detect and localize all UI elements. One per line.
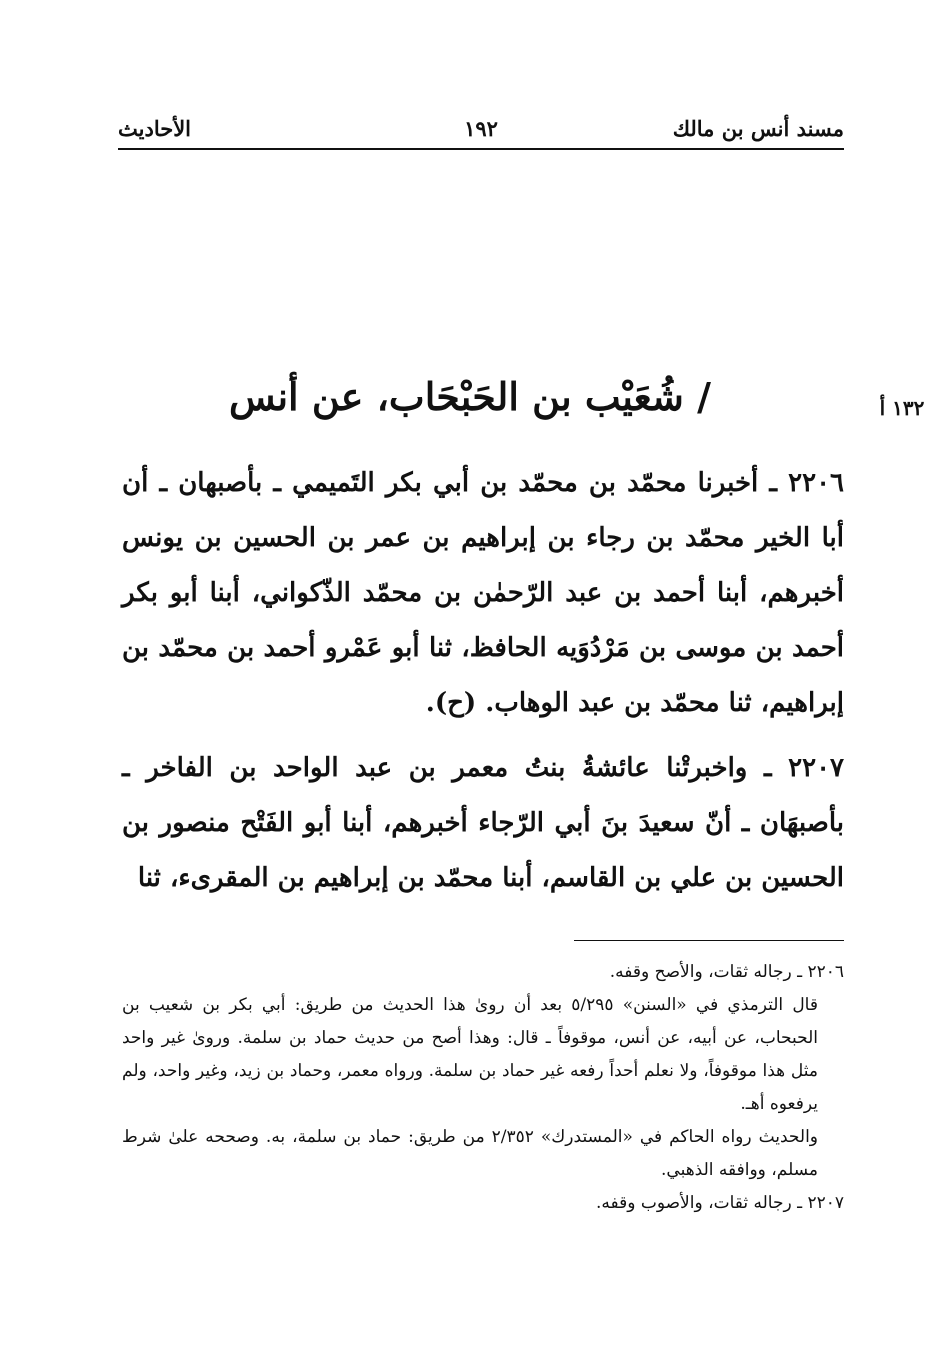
hadith-2207: ٢٢٠٧ ـ واخبرتْنا عائشةُ بنتُ معمر بن عبد الواحد بن الفاخر ـ بأصبهَان ـ أنّ سعيدَ بنَ أبي الرّجاء أخبرهم، أبنا أبو الفَتْح منصور بن الحسين بن علي بن القاسم، أبنا محمّد بن إبراهيم بن المقرىء، ثنا	[122, 753, 844, 893]
footnote-2207: ٢٢٠٧ ـ رجاله ثقات، والأصوب وقفه.	[595, 1193, 844, 1213]
footnote-2206-tirmidhi: قال الترمذي في «السنن» ٥/٢٩٥ بعد أن روىٰ هذا الحديث من طريق: أبي بكر بن شعيب بن الحبحاب، عن أبيه، عن أنس، موقوفاً ـ قال: وهذا أصح من حديث حماد بن سلمة. وروىٰ غير واحد مثل هذا موقوفاً، ولا نعلم أحداً رفعه غير حماد بن سلمة. ورواه معمر، وحماد بن زيد، وغير واحد، ولم يرفعوه أهـ.	[122, 995, 818, 1114]
hadith-text	[122, 456, 844, 916]
page-number: ١٩٢	[464, 116, 498, 141]
footnote-divider	[574, 940, 844, 941]
footnote-2206-hakim: والحديث رواه الحاكم في «المستدرك» ٢/٣٥٢ من طريق: حماد بن سلمة، به. وصححه علىٰ شرط مسلم، ووافقه الذهبي.	[122, 1127, 819, 1180]
section-name: الأحاديث	[118, 116, 192, 141]
page-header	[118, 108, 844, 150]
hadith-2206: ٢٢٠٦ ـ أخبرنا محمّد بن محمّد بن أبي بكر التَميمي ـ بأصبهان ـ أن أبا الخير محمّد بن رجاء بن إبراهيم بن عمر بن الحسين بن يونس أخبرهم، أبنا أحمد بن عبد الرّحمٰن بن محمّد الذّكواني، أبنا أبو بكر أحمد بن موسى بن مَرْدُوَيه الحافظ، ثنا أبو عَمْرو أحمد بن محمّد بن إبراهيم، ثنا محمّد بن عبد الوهاب. (ح).	[122, 468, 844, 718]
book-title: مسند أنس بن مالك	[672, 116, 844, 141]
footnote-2206: ٢٢٠٦ ـ رجاله ثقات، والأصح وقفه.	[609, 962, 844, 982]
footnotes	[122, 956, 844, 1220]
section-title: / شُعَيْب بن الحَبْحَاب، عن أنس	[229, 374, 711, 419]
manuscript-folio-note: ١٣٢ أ	[879, 396, 925, 420]
